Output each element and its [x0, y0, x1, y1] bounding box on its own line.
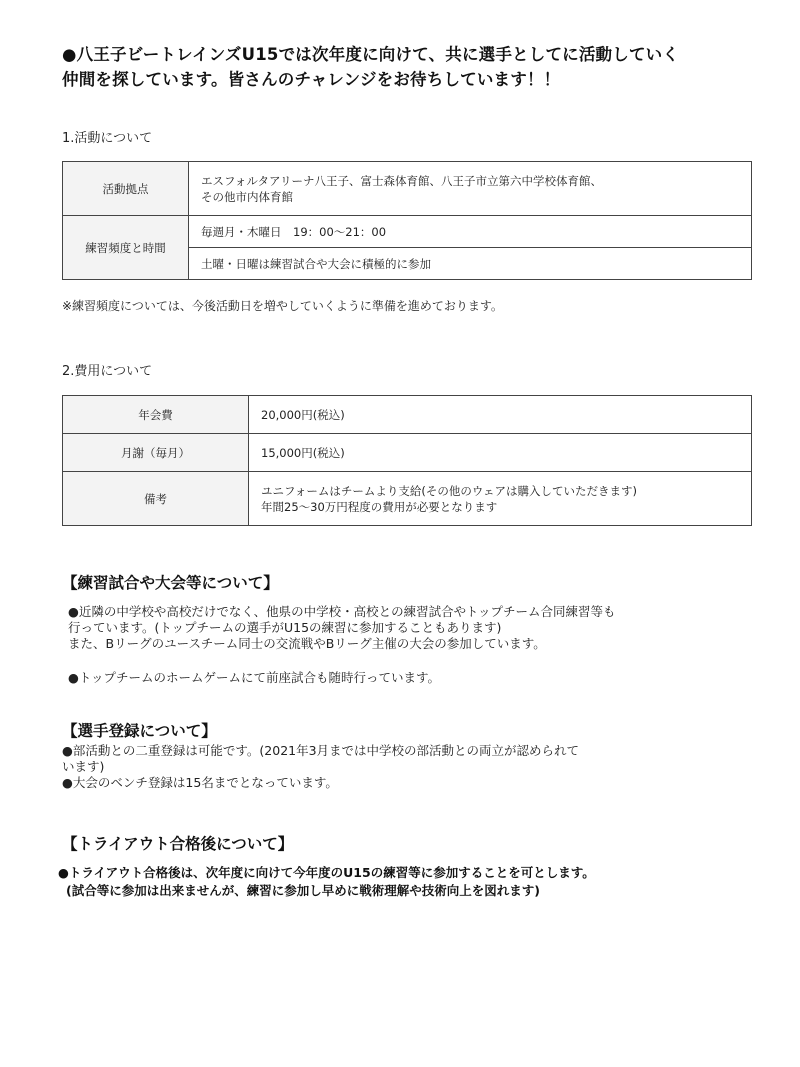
matches-paragraph-1: [68, 604, 748, 652]
monthly-fee-value: 15,000円(税込): [249, 434, 752, 472]
matches-heading: 【練習試合や大会等について】: [62, 574, 279, 592]
intro-line-2: 仲間を探しています。皆さんのチャレンジをお待ちしています！！: [62, 70, 561, 89]
annual-fee-label: 年会費: [63, 396, 249, 434]
tryout-heading: 【トライアウト合格後について】: [62, 835, 294, 853]
tryout-paragraph: [58, 864, 758, 900]
intro-line-1: ●八王子ビートレインズU15では次年度に向けて、共に選手としてに活動していく: [62, 45, 680, 64]
practice-value-2: 土曜・日曜は練習試合や大会に積極的に参加: [189, 248, 752, 280]
fees-section-title: 2.費用について: [62, 364, 153, 379]
registration-line-1: ●部活動との二重登録は可能です。(2021年3月までは中学校の部活動との両立が認められて: [62, 743, 580, 758]
matches-paragraph-2: [68, 670, 748, 686]
practice-label: 練習頻度と時間: [63, 216, 189, 280]
remarks-line-2: 年間25〜30万円程度の費用が必要となります: [261, 499, 498, 514]
matches-line-2: 行っています。(トップチームの選手がU15の練習に参加することもあります): [68, 620, 502, 635]
annual-fee-value: 20,000円(税込): [249, 396, 752, 434]
practice-note: ※練習頻度については、今後活動日を増やしていくように準備を進めております。: [62, 299, 503, 313]
base-value-line-2: その他市内体育館: [201, 189, 293, 204]
table-row: [63, 396, 752, 434]
registration-heading: 【選手登録について】: [62, 722, 217, 740]
table-row: [63, 162, 752, 216]
table-row: [63, 472, 752, 526]
fees-table: [62, 395, 752, 526]
matches-line-1: ●近隣の中学校や高校だけでなく、他県の中学校・高校との練習試合やトップチーム合同練習等も: [68, 604, 616, 619]
remarks-line-1: ユニフォームはチームより支給(その他のウェアは購入していただきます): [261, 483, 637, 498]
base-label: 活動拠点: [63, 162, 189, 216]
tryout-line-1: ●トライアウト合格後は、次年度に向けて今年度のU15の練習等に参加することを可とします。: [58, 865, 595, 880]
registration-line-2: います): [62, 759, 105, 774]
registration-paragraph: [62, 743, 742, 791]
practice-value-1: 毎週月・木曜日 19：00〜21：00: [189, 216, 752, 248]
tryout-line-2: (試合等に参加は出来ませんが、練習に参加し早めに戦術理解や技術向上を図れます): [66, 883, 540, 898]
matches-line-3: また、Bリーグのユースチーム同士の交流戦やBリーグ主催の大会の参加しています。: [68, 636, 546, 651]
activity-table: [62, 161, 752, 280]
base-value: [189, 162, 752, 216]
registration-line-3: ●大会のベンチ登録は15名までとなっています。: [62, 775, 338, 790]
table-row: [63, 434, 752, 472]
remarks-value: [249, 472, 752, 526]
table-row: [63, 216, 752, 248]
matches-line-4: ●トップチームのホームゲームにて前座試合も随時行っています。: [68, 670, 441, 685]
monthly-fee-label: 月謝（毎月）: [63, 434, 249, 472]
remarks-label: 備考: [63, 472, 249, 526]
activity-section-title: 1.活動について: [62, 131, 153, 146]
intro-text: [62, 42, 752, 92]
base-value-line-1: エスフォルタアリーナ八王子、富士森体育館、八王子市立第六中学校体育館、: [201, 173, 603, 188]
